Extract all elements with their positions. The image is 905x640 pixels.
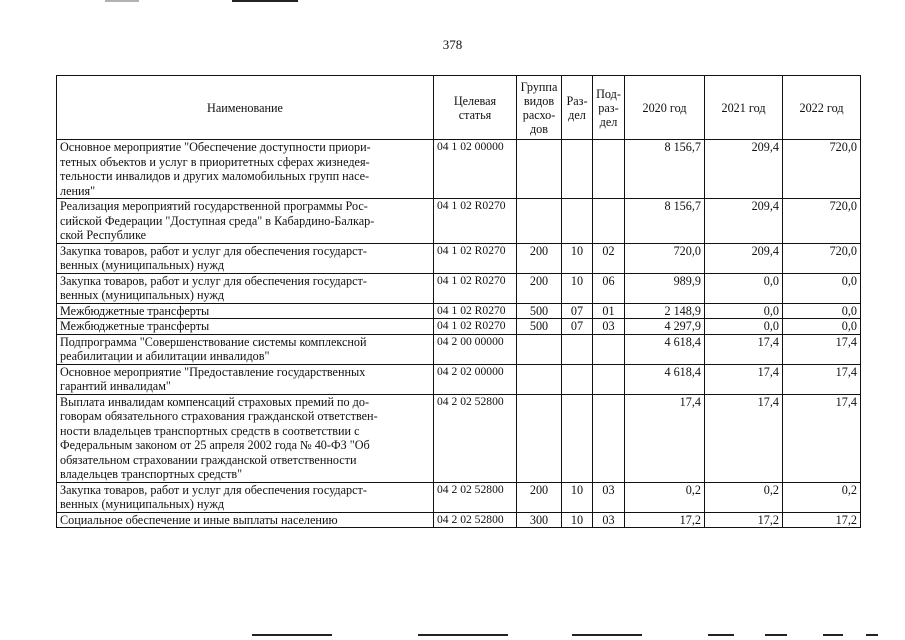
cell-subsection: 03 (593, 512, 625, 528)
text-line: Закупка товаров, работ и услуг для обеспечения государст- (60, 273, 367, 288)
cell-section (562, 364, 593, 394)
cell-2021: 0,0 (705, 273, 783, 303)
text-line: Межбюджетные трансферты (60, 303, 210, 318)
cell-group: 500 (517, 303, 562, 319)
cell-target: 04 1 02 R0270 (434, 303, 517, 319)
text-line: видов (523, 93, 555, 108)
text-line: дов (529, 121, 549, 136)
cell-2022: 720,0 (783, 140, 861, 199)
cell-name (57, 199, 434, 244)
cell-2020: 17,4 (625, 394, 705, 482)
cell-2022: 0,2 (783, 482, 861, 512)
cell-group (517, 199, 562, 244)
cell-target: 04 1 02 R0270 (434, 243, 517, 273)
text-line: Выплата инвалидам компенсаций страховых премий по до- (60, 394, 370, 409)
cell-2022: 17,2 (783, 512, 861, 528)
header-2022: 2022 год (783, 76, 861, 140)
cell-2021: 209,4 (705, 199, 783, 244)
cell-name (57, 394, 434, 482)
table-header-row (57, 76, 861, 140)
text-line: говорам обязательного страхования гражданской ответствен- (60, 409, 378, 423)
cell-2020: 4 618,4 (625, 364, 705, 394)
cell-2022: 17,4 (783, 394, 861, 482)
text-line: Закупка товаров, работ и услуг для обеспечения государст- (60, 243, 367, 258)
cell-subsection: 03 (593, 319, 625, 335)
table-row (57, 364, 861, 394)
table-body (57, 140, 861, 528)
cell-name (57, 482, 434, 512)
table-row (57, 482, 861, 512)
text-line: Под- (596, 86, 621, 101)
text-line: реабилитации и абилитации инвалидов" (60, 349, 270, 363)
cell-section (562, 394, 593, 482)
cell-2022: 0,0 (783, 319, 861, 335)
text-line: Социальное обеспечение и иные выплаты населению (60, 512, 338, 527)
text-line: Основное мероприятие "Обеспечение доступности приори- (60, 140, 371, 154)
cell-section: 10 (562, 482, 593, 512)
text-line: дел (599, 114, 618, 129)
cell-group: 200 (517, 243, 562, 273)
table-row (57, 273, 861, 303)
cell-subsection (593, 140, 625, 199)
text-line: венных (муниципальных) нужд (60, 288, 225, 302)
cell-2020: 8 156,7 (625, 140, 705, 199)
cell-name (57, 319, 434, 335)
cell-section (562, 199, 593, 244)
cell-2021: 209,4 (705, 140, 783, 199)
page-number: 378 (442, 37, 463, 52)
cell-2021: 0,0 (705, 303, 783, 319)
header-name: Наименование (57, 76, 434, 140)
cell-2020: 2 148,9 (625, 303, 705, 319)
scan-marks-bottom (0, 634, 905, 636)
text-line: ской Республике (60, 228, 147, 242)
cell-section: 10 (562, 243, 593, 273)
text-line: Закупка товаров, работ и услуг для обеспечения государст- (60, 482, 367, 497)
cell-2020: 4 297,9 (625, 319, 705, 335)
cell-2022: 0,0 (783, 273, 861, 303)
cell-2021: 17,4 (705, 394, 783, 482)
text-line: Реализация мероприятий государственной программы Рос- (60, 199, 368, 213)
text-line: статья (458, 107, 492, 122)
budget-table (56, 75, 861, 528)
text-line: обязательном страховании гражданской ответственности (60, 452, 357, 467)
cell-subsection: 03 (593, 482, 625, 512)
cell-subsection (593, 364, 625, 394)
text-line: ности владельцев транспортных средств в соответствии с (60, 423, 360, 438)
cell-2022: 0,0 (783, 303, 861, 319)
text-line: Раз- (566, 93, 588, 108)
cell-group (517, 140, 562, 199)
cell-2020: 720,0 (625, 243, 705, 273)
cell-2022: 17,4 (783, 364, 861, 394)
cell-group (517, 394, 562, 482)
cell-subsection (593, 199, 625, 244)
header-2021: 2021 год (705, 76, 783, 140)
scan-marks-top (0, 0, 905, 2)
cell-name (57, 273, 434, 303)
text-line: венных (муниципальных) нужд (60, 497, 225, 511)
cell-2021: 17,4 (705, 334, 783, 364)
cell-section (562, 334, 593, 364)
cell-name (57, 512, 434, 528)
cell-target: 04 2 02 52800 (434, 512, 517, 528)
table-row (57, 319, 861, 335)
cell-group: 200 (517, 273, 562, 303)
cell-name (57, 303, 434, 319)
cell-group: 300 (517, 512, 562, 528)
cell-group (517, 334, 562, 364)
cell-subsection: 01 (593, 303, 625, 319)
cell-section (562, 140, 593, 199)
cell-2021: 0,2 (705, 482, 783, 512)
text-line: ления" (60, 183, 96, 198)
cell-subsection: 02 (593, 243, 625, 273)
text-line: Основное мероприятие "Предоставление государственных (60, 364, 366, 379)
cell-2020: 989,9 (625, 273, 705, 303)
cell-2020: 0,2 (625, 482, 705, 512)
cell-group (517, 364, 562, 394)
cell-group: 500 (517, 319, 562, 335)
header-2020: 2020 год (625, 76, 705, 140)
table-row (57, 303, 861, 319)
cell-2020: 17,2 (625, 512, 705, 528)
cell-target: 04 1 02 R0270 (434, 273, 517, 303)
cell-name (57, 243, 434, 273)
cell-2021: 17,4 (705, 364, 783, 394)
cell-target: 04 1 02 00000 (434, 140, 517, 199)
text-line: владельцев транспортных средств" (60, 467, 243, 481)
cell-name (57, 140, 434, 199)
cell-target: 04 2 02 52800 (434, 394, 517, 482)
text-line: Целевая (453, 93, 497, 108)
cell-target: 04 2 02 00000 (434, 364, 517, 394)
text-line: раз- (598, 100, 619, 115)
cell-section: 10 (562, 273, 593, 303)
cell-section: 10 (562, 512, 593, 528)
cell-name (57, 334, 434, 364)
cell-subsection (593, 334, 625, 364)
table-row (57, 243, 861, 273)
header-section (562, 76, 593, 140)
text-line: венных (муниципальных) нужд (60, 258, 225, 272)
cell-subsection (593, 394, 625, 482)
cell-target: 04 2 02 52800 (434, 482, 517, 512)
text-line: сийской Федерации "Доступная среда" в Кабардино-Балкар- (60, 213, 375, 228)
table-row (57, 140, 861, 199)
table-row (57, 334, 861, 364)
cell-2022: 17,4 (783, 334, 861, 364)
cell-group: 200 (517, 482, 562, 512)
cell-2022: 720,0 (783, 199, 861, 244)
text-line: дел (568, 107, 586, 122)
cell-target: 04 1 02 R0270 (434, 319, 517, 335)
cell-2020: 4 618,4 (625, 334, 705, 364)
text-line: тетных объектов и услуг в приоритетных сферах жизнедея- (60, 154, 370, 169)
table-row (57, 394, 861, 482)
text-line: Федеральным законом от 25 апреля 2002 года № 40-ФЗ "Об (60, 438, 370, 452)
text-line: Подпрограмма "Совершенствование системы комплексной (60, 334, 367, 349)
cell-2021: 0,0 (705, 319, 783, 335)
cell-name (57, 364, 434, 394)
text-line: Межбюджетные трансферты (60, 319, 210, 333)
cell-subsection: 06 (593, 273, 625, 303)
header-group (517, 76, 562, 140)
cell-target: 04 1 02 R0270 (434, 199, 517, 244)
cell-2021: 209,4 (705, 243, 783, 273)
cell-target: 04 2 00 00000 (434, 334, 517, 364)
header-subsection (593, 76, 625, 140)
text-line: расхо- (522, 107, 556, 122)
cell-section: 07 (562, 303, 593, 319)
cell-section: 07 (562, 319, 593, 335)
text-line: гарантий инвалидам" (60, 379, 171, 393)
cell-2020: 8 156,7 (625, 199, 705, 244)
text-line: Группа (520, 79, 558, 94)
cell-2021: 17,2 (705, 512, 783, 528)
cell-2022: 720,0 (783, 243, 861, 273)
text-line: тельности инвалидов и других маломобильных групп насе- (60, 169, 370, 183)
header-target (434, 76, 517, 140)
table-row (57, 199, 861, 244)
table-row (57, 512, 861, 528)
